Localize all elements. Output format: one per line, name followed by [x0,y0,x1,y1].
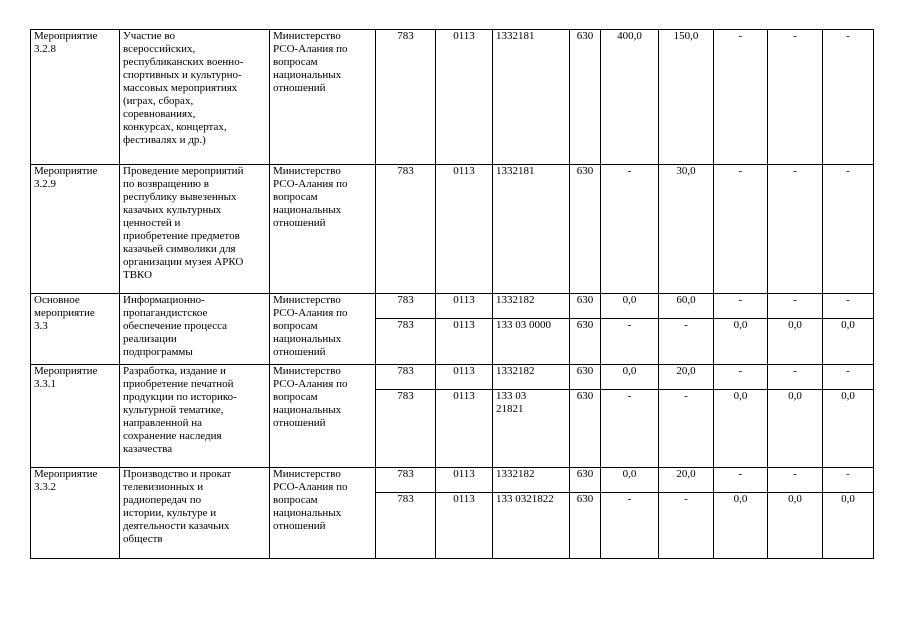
amount-col-2: - [659,493,714,559]
amount-col-3: 0,0 [714,390,768,468]
expense-type-code: 630 [570,30,601,165]
amount-col-1: 400,0 [601,30,659,165]
amount-col-3: - [714,30,768,165]
amount-col-3: 0,0 [714,493,768,559]
amount-col-2: 60,0 [659,294,714,319]
event-label: Мероприятие 3.2.8 [31,30,120,165]
event-description: Разработка, издание и приобретение печатной продукции по историко- культурной тематике, направленной на сохранение наследия казачества [120,365,270,468]
section-code: 0113 [436,390,493,468]
amount-col-2: 20,0 [659,365,714,390]
responsible-organization: Министерство РСО-Алания по вопросам национальных отношений [270,30,376,165]
amount-col-1: 0,0 [601,365,659,390]
table-row [31,365,874,390]
grbs-code: 783 [376,390,436,468]
event-label: Основное мероприятие 3.3 [31,294,120,365]
amount-col-4: 0,0 [768,493,823,559]
table-row [31,294,874,319]
amount-col-4: - [768,165,823,294]
amount-col-4: - [768,468,823,493]
section-code: 0113 [436,493,493,559]
amount-col-4: 0,0 [768,319,823,365]
amount-col-2: 150,0 [659,30,714,165]
amount-col-5: 0,0 [823,319,874,365]
amount-col-4: - [768,30,823,165]
grbs-code: 783 [376,365,436,390]
responsible-organization: Министерство РСО-Алания по вопросам национальных отношений [270,365,376,468]
target-article-code: 1332181 [493,165,570,294]
expense-type-code: 630 [570,294,601,319]
target-article-code: 133 03 21821 [493,390,570,468]
target-article-code: 1332182 [493,365,570,390]
amount-col-5: - [823,294,874,319]
event-description: Информационно- пропагандистское обеспечение процесса реализации подпрограммы [120,294,270,365]
amount-col-4: 0,0 [768,390,823,468]
amount-col-3: - [714,294,768,319]
grbs-code: 783 [376,30,436,165]
target-article-code: 1332182 [493,468,570,493]
amount-col-1: 0,0 [601,468,659,493]
expense-type-code: 630 [570,493,601,559]
amount-col-5: 0,0 [823,493,874,559]
grbs-code: 783 [376,319,436,365]
event-description: Производство и прокат телевизионных и радиопередач по истории, культуре и деятельности казачьих обществ [120,468,270,559]
event-label: Мероприятие 3.3.1 [31,365,120,468]
target-article-code: 1332182 [493,294,570,319]
table-row [31,30,874,165]
amount-col-5: - [823,365,874,390]
amount-col-2: - [659,319,714,365]
amount-col-1: - [601,319,659,365]
responsible-organization: Министерство РСО-Алания по вопросам национальных отношений [270,165,376,294]
amount-col-1: - [601,390,659,468]
section-code: 0113 [436,30,493,165]
amount-col-3: - [714,165,768,294]
section-code: 0113 [436,165,493,294]
event-description: Проведение мероприятий по возвращению в республику вывезенных казачьих культурных ценностей и приобретение предметов казачьей символики для организации музея АРКО ТВКО [120,165,270,294]
target-article-code: 133 0321822 [493,493,570,559]
section-code: 0113 [436,365,493,390]
grbs-code: 783 [376,165,436,294]
amount-col-5: - [823,468,874,493]
section-code: 0113 [436,468,493,493]
amount-col-1: 0,0 [601,294,659,319]
amount-col-2: 30,0 [659,165,714,294]
event-label: Мероприятие 3.2.9 [31,165,120,294]
section-code: 0113 [436,294,493,319]
amount-col-1: - [601,493,659,559]
amount-col-3: - [714,468,768,493]
section-code: 0113 [436,319,493,365]
amount-col-5: - [823,165,874,294]
amount-col-2: - [659,390,714,468]
amount-col-5: 0,0 [823,390,874,468]
amount-col-1: - [601,165,659,294]
expense-type-code: 630 [570,365,601,390]
expense-type-code: 630 [570,165,601,294]
target-article-code: 133 03 0000 [493,319,570,365]
amount-col-4: - [768,365,823,390]
event-label: Мероприятие 3.3.2 [31,468,120,559]
grbs-code: 783 [376,493,436,559]
amount-col-5: - [823,30,874,165]
event-description: Участие во всероссийских, республиканских военно- спортивных и культурно- массовых мероприятиях (играх, сборах, соревнованиях, конкурсах, концертах, фестивалях и др.) [120,30,270,165]
expense-type-code: 630 [570,468,601,493]
expense-type-code: 630 [570,390,601,468]
responsible-organization: Министерство РСО-Алания по вопросам национальных отношений [270,468,376,559]
amount-col-3: 0,0 [714,319,768,365]
responsible-organization: Министерство РСО-Алания по вопросам национальных отношений [270,294,376,365]
grbs-code: 783 [376,468,436,493]
table-row [31,165,874,294]
expense-type-code: 630 [570,319,601,365]
grbs-code: 783 [376,294,436,319]
table-row [31,468,874,493]
target-article-code: 1332181 [493,30,570,165]
amount-col-2: 20,0 [659,468,714,493]
amount-col-3: - [714,365,768,390]
amount-col-4: - [768,294,823,319]
budget-table [30,29,874,559]
